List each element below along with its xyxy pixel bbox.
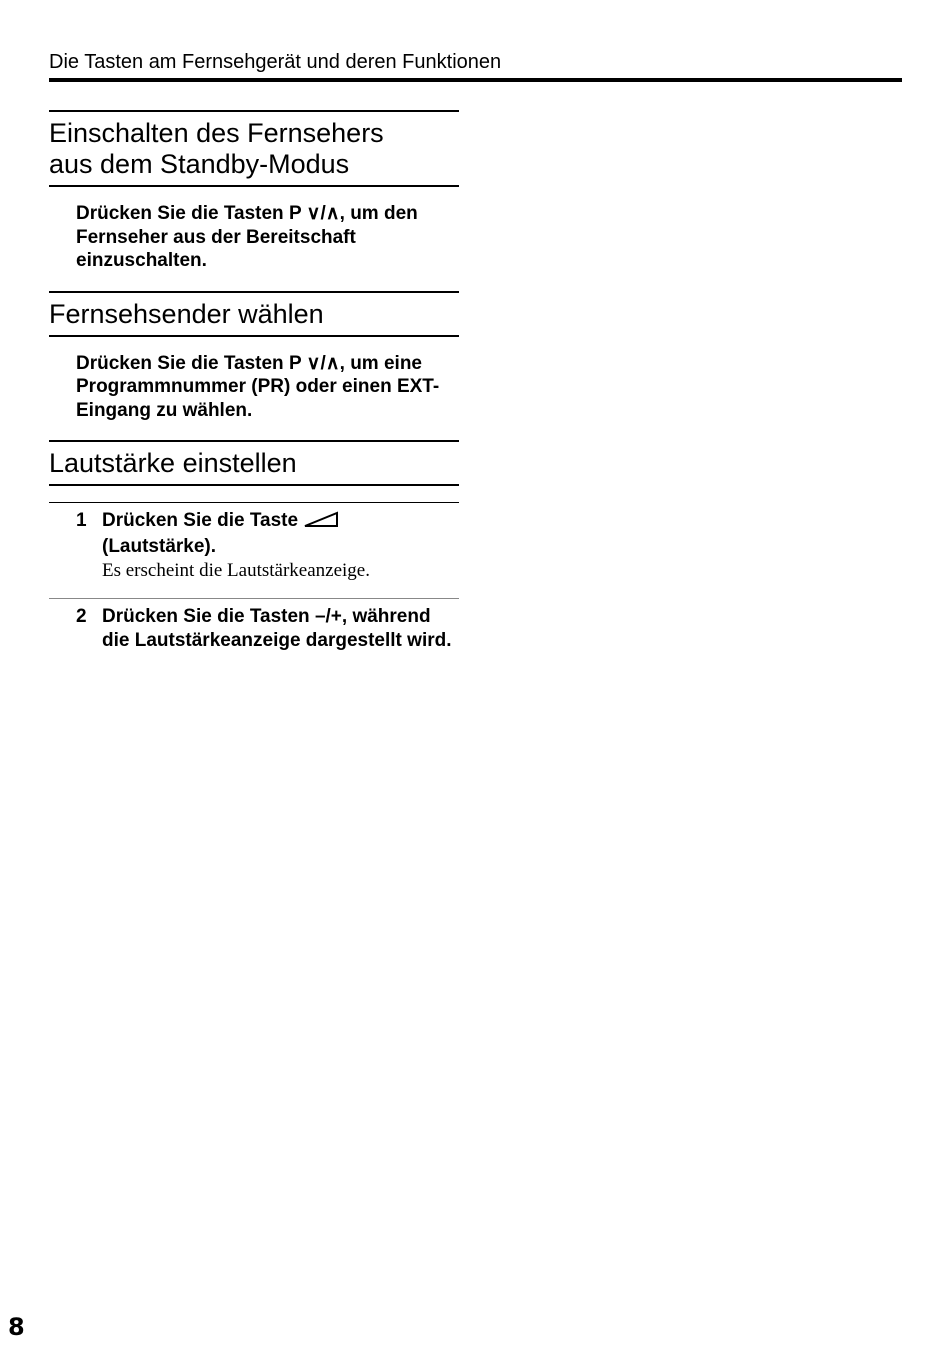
step-instruction [102, 509, 370, 558]
section-volume [49, 440, 459, 660]
step-text-part: (Lautstärke). [102, 535, 217, 557]
step-instruction: Drücken Sie die Tasten –/+, während die Lautstärkeanzeige dargestellt wird. [102, 606, 452, 651]
step-list [49, 486, 459, 660]
step-content [102, 509, 370, 584]
page-number: 8 [8, 1313, 25, 1341]
section-heading-box [49, 110, 459, 187]
section-body: Drücken Sie die Tasten P ∨/∧, um eine Programmnummer (PR) oder einen EXT-Eingang zu wählen. [76, 352, 440, 421]
step-item [49, 598, 459, 660]
step-number: 1 [76, 510, 87, 531]
header-rule [49, 78, 902, 82]
running-header: Die Tasten am Fernsehgerät und deren Funktionen [49, 51, 502, 73]
content-column [49, 110, 459, 660]
volume-icon [303, 511, 339, 535]
section-heading-box [49, 440, 459, 486]
heading-line: Einschalten des Fernsehers [49, 118, 384, 148]
section-heading: Lautstärke einstellen [49, 448, 297, 478]
section-heading [49, 118, 459, 180]
section-standby [49, 110, 459, 291]
step-number: 2 [76, 606, 87, 627]
section-heading: Fernsehsender wählen [49, 298, 324, 329]
step-content [102, 605, 459, 652]
section-channel [49, 291, 459, 441]
step-note: Es erscheint die Lautstärkeanzeige. [102, 560, 370, 581]
heading-line: aus dem Standby-Modus [49, 149, 350, 179]
section-heading-box [49, 291, 459, 337]
section-body: Drücken Sie die Tasten P ∨/∧, um den Fernseher aus der Bereitschaft einzuschalten. [76, 203, 418, 271]
step-text-part: Drücken Sie die Taste [102, 510, 299, 531]
step-item [49, 502, 459, 592]
